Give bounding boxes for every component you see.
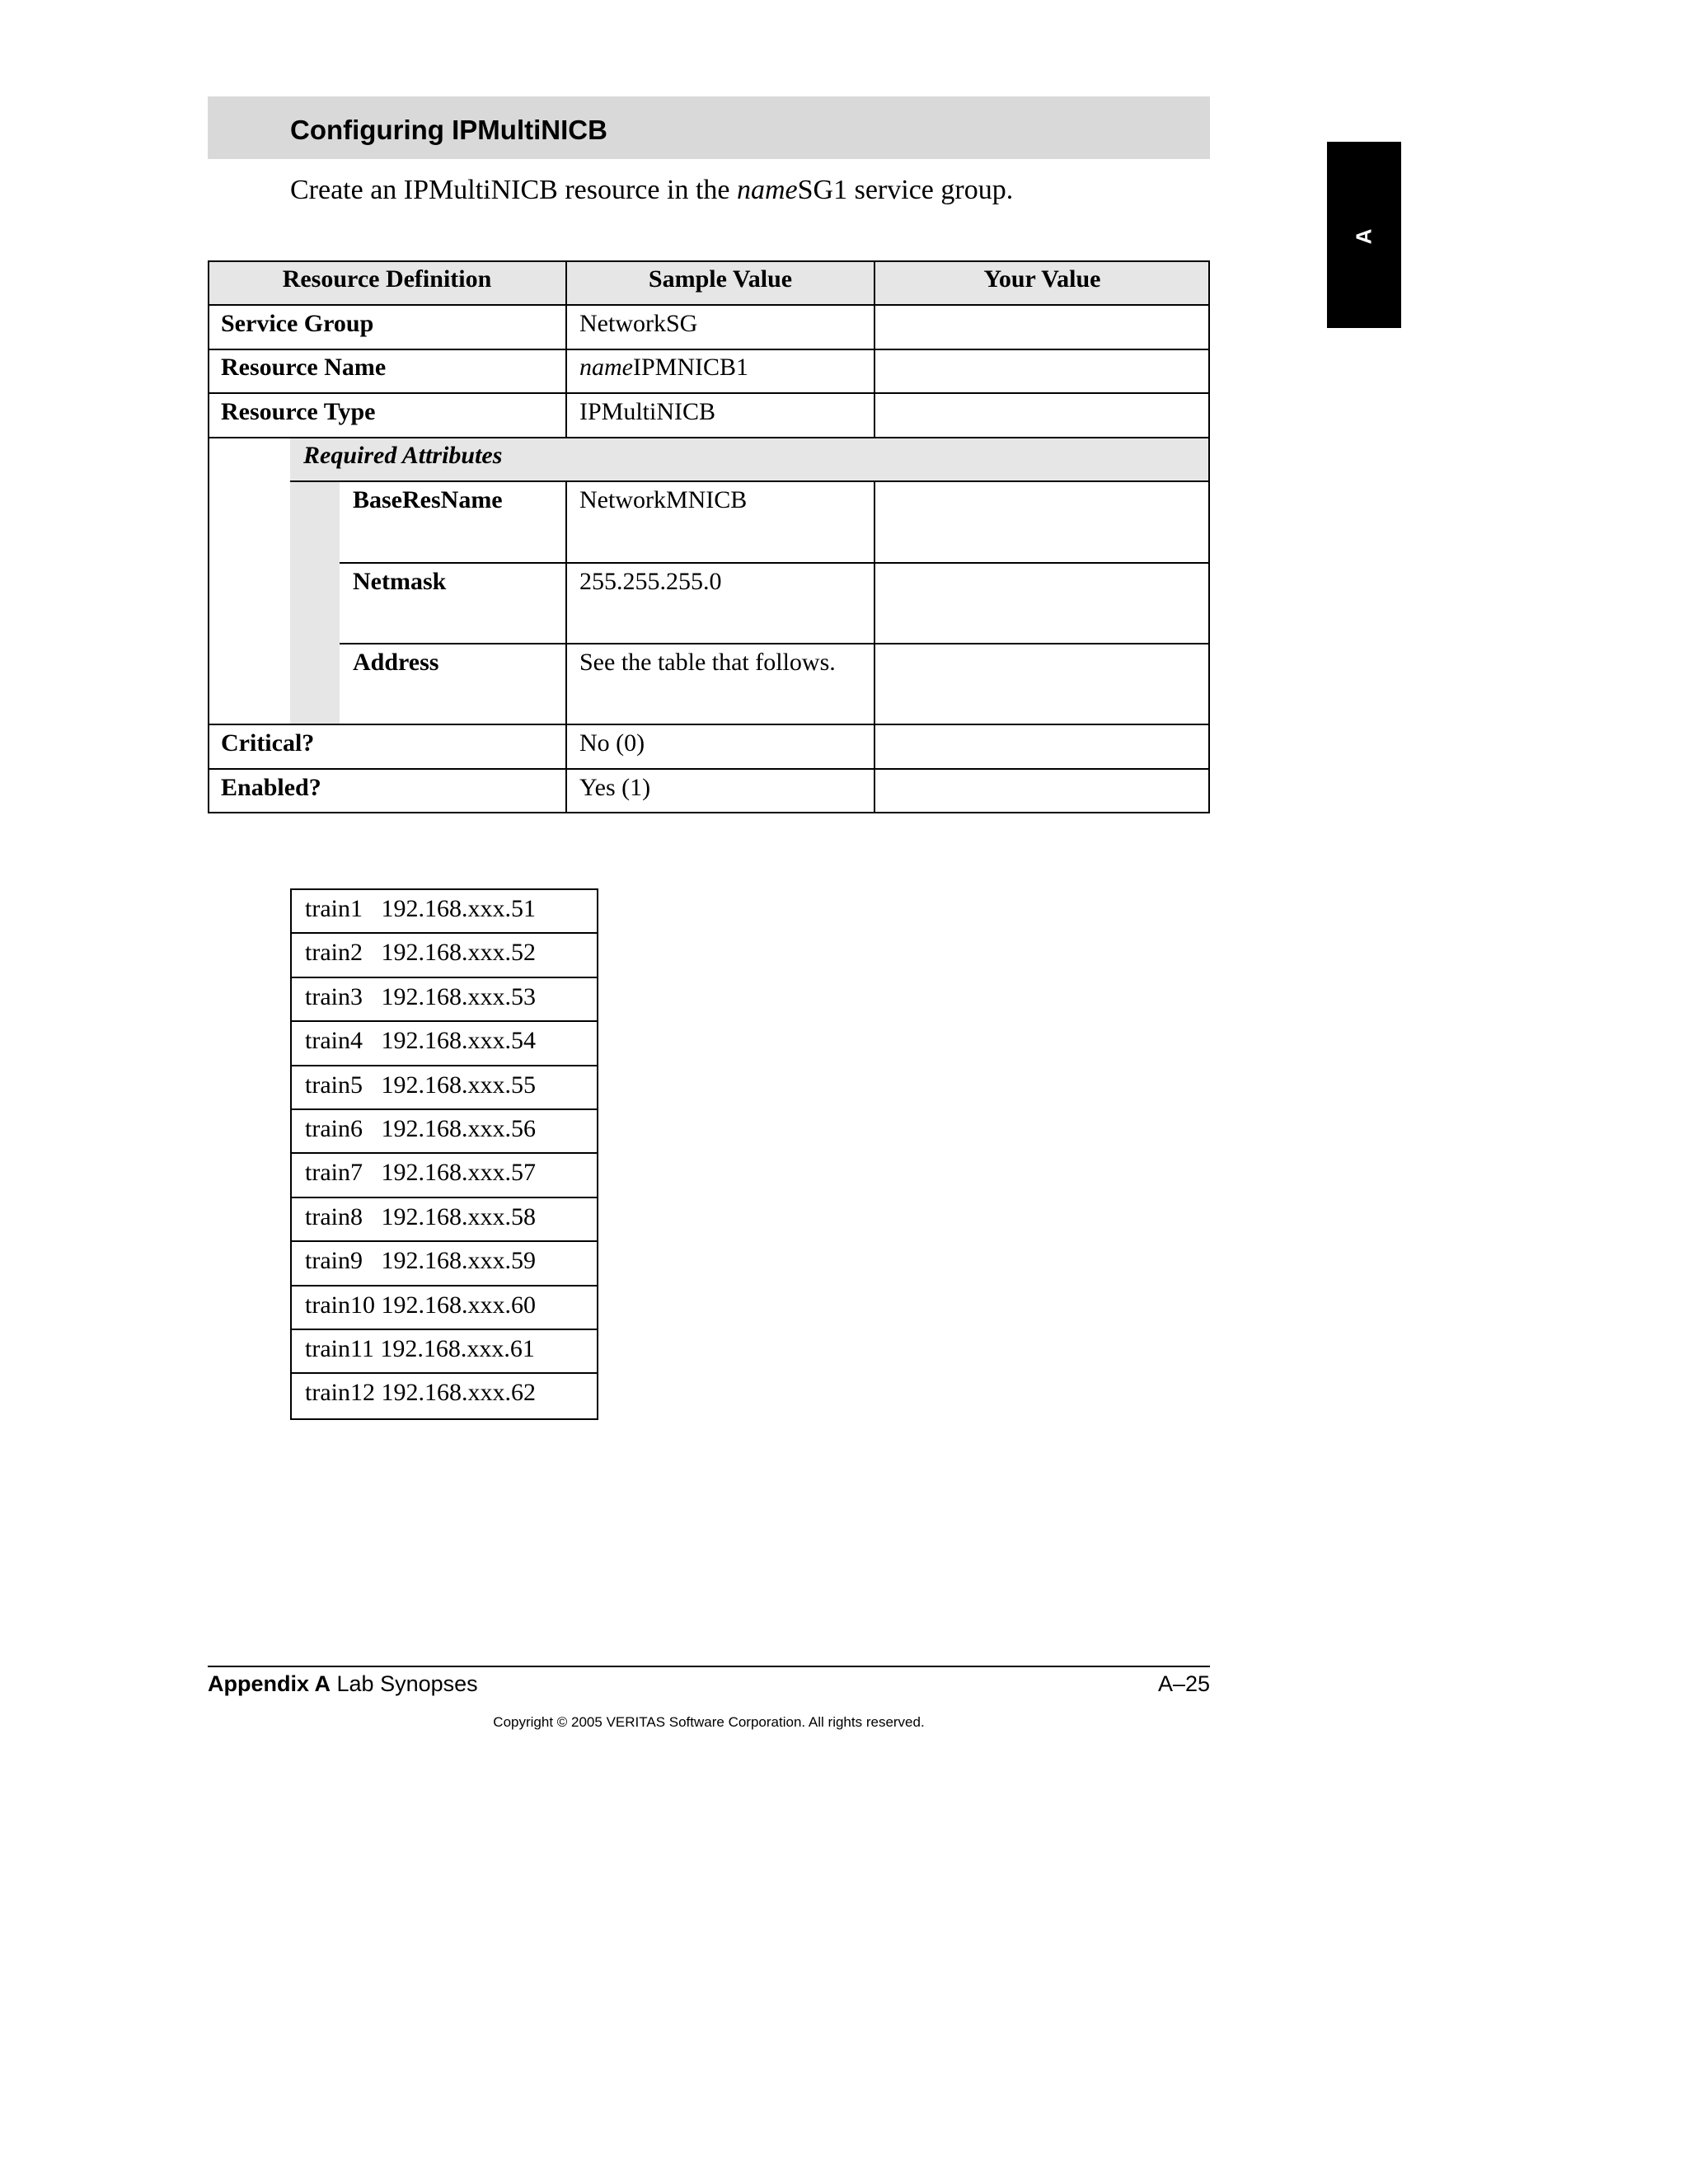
row-your-critical — [874, 724, 888, 729]
attr-your-baseresname — [874, 481, 888, 486]
header-resource-definition: Resource Definition — [282, 265, 492, 293]
address-row: train6 192.168.xxx.56 — [292, 1110, 597, 1154]
row-label-resource-type: Resource Type — [221, 398, 376, 425]
header-sample-value: Sample Value — [648, 265, 793, 293]
intro-italic: name — [736, 175, 798, 205]
attr-sample-baseresname: NetworkMNICB — [579, 486, 748, 513]
address-row: train9 192.168.xxx.59 — [292, 1242, 597, 1286]
attr-sample-address: See the table that follows. — [579, 649, 836, 676]
intro-after: SG1 service group. — [797, 175, 1014, 205]
address-row: train3 192.168.xxx.53 — [292, 978, 597, 1022]
row-label-enabled: Enabled? — [221, 774, 321, 801]
side-tab-letter: A — [1351, 228, 1376, 245]
rule — [1208, 260, 1210, 813]
rule — [208, 768, 1210, 770]
rule — [340, 562, 1210, 564]
rule — [208, 724, 1210, 725]
address-row: train12 192.168.xxx.62 — [305, 1379, 536, 1407]
attr-label-netmask: Netmask — [353, 568, 447, 595]
row-sample-resource-type: IPMultiNICB — [579, 398, 716, 425]
footer-section-label — [208, 1671, 478, 1697]
row-label-resource-name: Resource Name — [221, 354, 387, 381]
row-your-enabled — [874, 769, 888, 774]
resource-table — [208, 260, 1210, 813]
rule — [208, 812, 1210, 813]
row-sample-critical: No (0) — [579, 729, 645, 757]
footer-appendix: Appendix A — [208, 1671, 331, 1696]
sample-suffix: IPMNICB1 — [632, 354, 749, 381]
section-title: Configuring IPMultiNICB — [290, 115, 607, 145]
row-label-critical: Critical? — [221, 729, 315, 757]
attr-label-address: Address — [353, 649, 439, 676]
row-your-resource-name — [874, 349, 888, 354]
row-your-service-group — [874, 305, 888, 310]
address-row: train8 192.168.xxx.58 — [292, 1198, 597, 1242]
address-table — [290, 888, 598, 1420]
attr-your-netmask — [874, 563, 888, 568]
address-row: train5 192.168.xxx.55 — [292, 1066, 597, 1110]
row-sample-resource-name — [566, 349, 748, 382]
footer-chapter: Lab Synopses — [331, 1671, 478, 1696]
address-row: train4 192.168.xxx.54 — [292, 1022, 597, 1066]
address-row: train7 192.168.xxx.57 — [292, 1154, 597, 1197]
attr-your-address — [874, 644, 888, 649]
appendix-side-tab — [1327, 142, 1401, 328]
attr-label-baseresname: BaseResName — [353, 486, 503, 513]
intro-before: Create an IPMultiNICB resource in the — [290, 175, 737, 205]
attr-sample-netmask: 255.255.255.0 — [579, 568, 722, 595]
page-number: A–25 — [1157, 1671, 1210, 1696]
required-attributes-heading: Required Attributes — [303, 442, 503, 469]
sample-italic-prefix: name — [579, 354, 633, 381]
row-sample-service-group: NetworkSG — [579, 310, 698, 337]
copyright-notice: Copyright © 2005 VERITAS Software Corporation. All rights reserved. — [493, 1714, 925, 1730]
indent-shade — [290, 481, 340, 724]
row-label-service-group: Service Group — [221, 310, 374, 337]
intro-text — [290, 175, 1013, 206]
address-row: train1 192.168.xxx.51 — [292, 890, 597, 934]
address-row: train10 192.168.xxx.60 — [292, 1286, 597, 1330]
row-your-resource-type — [874, 393, 888, 398]
row-sample-enabled: Yes (1) — [579, 774, 651, 801]
address-row: train2 192.168.xxx.52 — [292, 934, 597, 977]
header-your-value: Your Value — [983, 265, 1101, 293]
address-row: train11 192.168.xxx.61 — [292, 1330, 597, 1374]
footer-rule — [208, 1666, 1210, 1667]
